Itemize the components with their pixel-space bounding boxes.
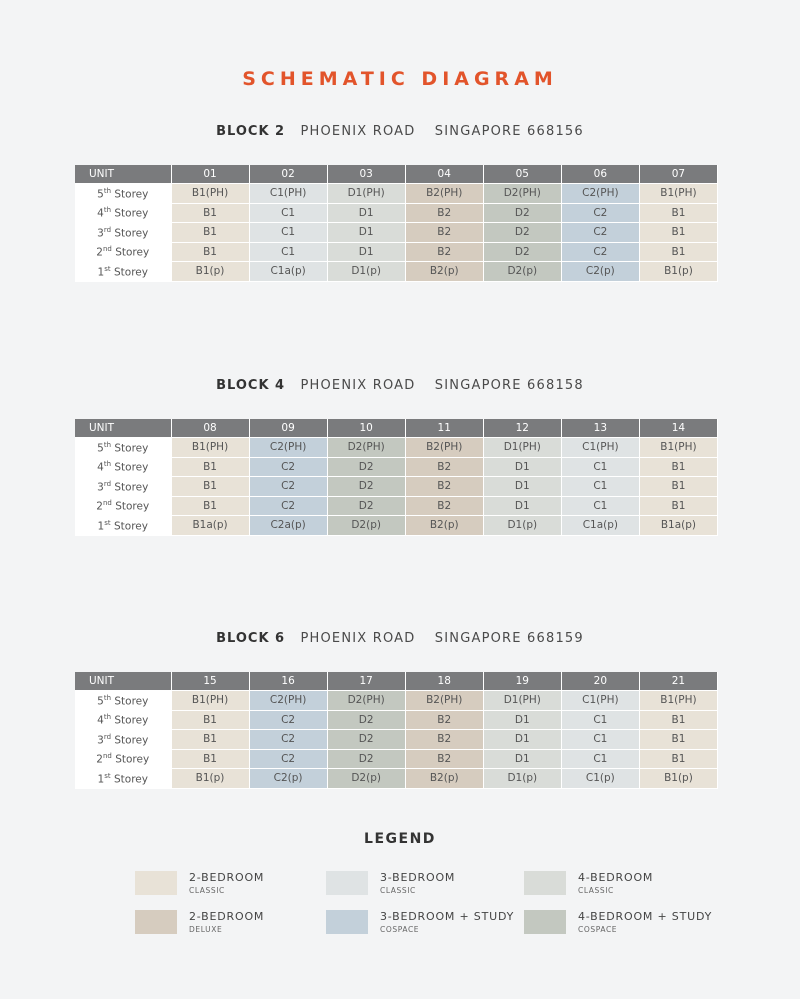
unit-type-cell: B2 [405,203,483,223]
table-row [75,769,718,789]
unit-type-cell: D2(PH) [483,184,561,204]
legend-item-4-bedroom-classic [524,871,653,895]
unit-type-cell: C1 [561,457,639,477]
unit-type-cell: B1 [171,730,249,750]
block-road: PHOENIX ROAD [300,631,416,646]
unit-type-cell: C2a(p) [249,516,327,536]
block-road: PHOENIX ROAD [300,378,416,393]
unit-number: 12 [483,419,561,438]
unit-type-cell: C2(PH) [561,184,639,204]
unit-type-cell: B2(PH) [405,691,483,711]
table-row [75,203,718,223]
block-name: BLOCK 2 [216,124,286,139]
unit-type-cell: D1(p) [327,262,405,282]
unit-type-cell: C1 [561,710,639,730]
storey-label: 4th Storey [75,203,171,223]
table-row [75,438,718,458]
table-row [75,262,718,282]
unit-type-cell: D2(p) [327,769,405,789]
unit-number: 07 [639,165,717,184]
unit-number: 17 [327,672,405,691]
unit-type-cell: C1 [561,496,639,516]
unit-type-cell: C2 [249,749,327,769]
unit-type-cell: C2(PH) [249,691,327,711]
unit-type-cell: D2(p) [483,262,561,282]
unit-type-cell: B2(p) [405,516,483,536]
block-name: BLOCK 6 [216,631,286,646]
unit-type-cell: B1(PH) [171,438,249,458]
page-title: SCHEMATIC DIAGRAM [242,68,558,90]
unit-type-cell: C2 [561,223,639,243]
unit-table-block-6 [75,672,718,789]
unit-type-cell: D1(PH) [327,184,405,204]
unit-type-cell: B2 [405,457,483,477]
legend-sublabel: DELUXE [189,925,223,934]
table-row [75,516,718,536]
unit-number: 02 [249,165,327,184]
unit-type-cell: D1 [483,710,561,730]
unit-type-cell: B2(p) [405,262,483,282]
legend-item-3-bedroom-study [326,910,514,934]
unit-type-cell: D1 [327,242,405,262]
unit-type-cell: C2 [249,457,327,477]
unit-type-cell: D1 [483,749,561,769]
table-row [75,730,718,750]
unit-number: 18 [405,672,483,691]
storey-label: 4th Storey [75,710,171,730]
unit-type-cell: B1 [639,749,717,769]
unit-type-cell: B2 [405,223,483,243]
unit-type-cell: B1 [171,749,249,769]
unit-number: 13 [561,419,639,438]
table-row [75,242,718,262]
storey-label: 5th Storey [75,691,171,711]
unit-type-cell: C1a(p) [249,262,327,282]
legend-label: 3-BEDROOM + STUDY [380,910,515,923]
storey-label: 3rd Storey [75,730,171,750]
legend-label: 2-BEDROOM [189,910,265,923]
unit-type-cell: B1 [639,223,717,243]
table-row [75,477,718,497]
unit-type-cell: B1a(p) [171,516,249,536]
unit-type-cell: B2 [405,242,483,262]
unit-type-cell: D1(p) [483,516,561,536]
unit-type-cell: C1 [561,477,639,497]
unit-type-cell: B1 [171,457,249,477]
unit-type-cell: B1 [171,223,249,243]
unit-number: 05 [483,165,561,184]
legend-swatch [524,871,566,895]
unit-type-cell: B1 [639,203,717,223]
unit-type-cell: D2 [483,203,561,223]
unit-type-cell: D1 [483,477,561,497]
unit-type-cell: B1(PH) [171,184,249,204]
legend-label: 4-BEDROOM [578,871,654,884]
legend-item-2-bedroom-classic [135,871,264,895]
storey-label: 4th Storey [75,457,171,477]
unit-number: 11 [405,419,483,438]
legend-sublabel: COSPACE [578,925,618,934]
unit-type-cell: C1(PH) [561,438,639,458]
table-header-row [75,419,718,438]
unit-type-cell: D1 [483,457,561,477]
unit-type-cell: C1(p) [561,769,639,789]
block-heading [0,378,800,393]
unit-type-cell: B2 [405,710,483,730]
table-row [75,457,718,477]
table-header-row [75,165,718,184]
unit-type-cell: C1(PH) [561,691,639,711]
storey-label: 5th Storey [75,438,171,458]
unit-type-cell: D1 [483,496,561,516]
unit-number: 20 [561,672,639,691]
legend-sublabel: COSPACE [380,925,420,934]
unit-number: 15 [171,672,249,691]
unit-type-cell: B1(PH) [171,691,249,711]
unit-number: 04 [405,165,483,184]
unit-type-cell: B1(p) [639,769,717,789]
unit-type-cell: D2 [327,477,405,497]
unit-type-cell: C2 [249,710,327,730]
unit-number: 21 [639,672,717,691]
unit-type-cell: B1(PH) [639,438,717,458]
legend-swatch [326,871,368,895]
unit-type-cell: C1 [249,203,327,223]
unit-type-cell: B1(PH) [639,691,717,711]
unit-type-cell: C2 [249,496,327,516]
storey-label: 2nd Storey [75,242,171,262]
block-address: SINGAPORE 668158 [434,378,584,393]
unit-type-cell: B1(PH) [639,184,717,204]
unit-number: 10 [327,419,405,438]
unit-type-cell: B2(p) [405,769,483,789]
unit-type-cell: B1a(p) [639,516,717,536]
unit-type-cell: B1 [639,710,717,730]
unit-table-block-2 [75,165,718,282]
unit-type-cell: D2 [327,749,405,769]
storey-label: 3rd Storey [75,223,171,243]
unit-table-block-4 [75,419,718,536]
legend-sublabel: CLASSIC [380,886,416,895]
table-row [75,184,718,204]
unit-number: 08 [171,419,249,438]
unit-type-cell: B2 [405,730,483,750]
unit-type-cell: B1 [171,710,249,730]
unit-type-cell: D2(p) [327,516,405,536]
unit-type-cell: B1 [171,242,249,262]
unit-type-cell: D2 [483,242,561,262]
block-address: SINGAPORE 668156 [434,124,584,139]
storey-label: 1st Storey [75,516,171,536]
unit-type-cell: D2 [483,223,561,243]
storey-label: 2nd Storey [75,749,171,769]
storey-label: 1st Storey [75,769,171,789]
table-header-row [75,672,718,691]
unit-type-cell: C2 [561,242,639,262]
unit-type-cell: B1 [639,496,717,516]
unit-type-cell: B1 [639,477,717,497]
unit-type-cell: B1 [171,203,249,223]
storey-label: 1st Storey [75,262,171,282]
unit-type-cell: D1(p) [483,769,561,789]
unit-header: UNIT [75,419,171,438]
table-row [75,496,718,516]
table-row [75,749,718,769]
unit-type-cell: D1 [483,730,561,750]
legend-item-2-bedroom-deluxe [135,910,264,934]
table-row [75,710,718,730]
unit-type-cell: C1a(p) [561,516,639,536]
unit-type-cell: C1 [561,730,639,750]
block-heading [0,124,800,139]
unit-type-cell: D2 [327,457,405,477]
unit-type-cell: D2(PH) [327,691,405,711]
legend-sublabel: CLASSIC [189,886,225,895]
unit-type-cell: D1(PH) [483,438,561,458]
legend-swatch [524,910,566,934]
unit-type-cell: D1(PH) [483,691,561,711]
unit-type-cell: C1(PH) [249,184,327,204]
storey-label: 5th Storey [75,184,171,204]
block-address: SINGAPORE 668159 [434,631,584,646]
unit-type-cell: D2 [327,710,405,730]
unit-number: 16 [249,672,327,691]
unit-type-cell: B1 [639,730,717,750]
unit-number: 06 [561,165,639,184]
unit-type-cell: B1(p) [171,769,249,789]
unit-type-cell: C2(p) [249,769,327,789]
unit-header: UNIT [75,165,171,184]
legend-swatch [135,910,177,934]
table-row [75,691,718,711]
unit-type-cell: D1 [327,223,405,243]
unit-type-cell: D2 [327,496,405,516]
unit-type-cell: B1(p) [171,262,249,282]
unit-header: UNIT [75,672,171,691]
legend-swatch [326,910,368,934]
unit-type-cell: B1 [639,457,717,477]
unit-number: 09 [249,419,327,438]
unit-type-cell: B1(p) [639,262,717,282]
unit-type-cell: D1 [327,203,405,223]
unit-type-cell: C2 [561,203,639,223]
legend-label: 2-BEDROOM [189,871,265,884]
unit-type-cell: B2 [405,496,483,516]
legend-swatch [135,871,177,895]
unit-type-cell: B1 [171,477,249,497]
legend-label: 4-BEDROOM + STUDY [578,910,713,923]
storey-label: 3rd Storey [75,477,171,497]
storey-label: 2nd Storey [75,496,171,516]
unit-type-cell: B1 [639,242,717,262]
unit-type-cell: B2(PH) [405,184,483,204]
unit-type-cell: C1 [561,749,639,769]
block-name: BLOCK 4 [216,378,286,393]
unit-type-cell: D2 [327,730,405,750]
unit-number: 14 [639,419,717,438]
unit-type-cell: D2(PH) [327,438,405,458]
block-road: PHOENIX ROAD [300,124,416,139]
legend-item-3-bedroom-classic [326,871,455,895]
unit-number: 01 [171,165,249,184]
unit-type-cell: C2(PH) [249,438,327,458]
unit-type-cell: B1 [171,496,249,516]
unit-number: 19 [483,672,561,691]
unit-type-cell: C2 [249,477,327,497]
legend-title: LEGEND [364,831,436,847]
unit-type-cell: B2 [405,749,483,769]
unit-type-cell: B2 [405,477,483,497]
unit-type-cell: C2(p) [561,262,639,282]
unit-type-cell: B2(PH) [405,438,483,458]
legend-sublabel: CLASSIC [578,886,614,895]
block-heading [0,631,800,646]
legend-item-4-bedroom-study [524,910,712,934]
unit-type-cell: C1 [249,223,327,243]
unit-type-cell: C1 [249,242,327,262]
legend-label: 3-BEDROOM [380,871,456,884]
unit-type-cell: C2 [249,730,327,750]
unit-number: 03 [327,165,405,184]
table-row [75,223,718,243]
